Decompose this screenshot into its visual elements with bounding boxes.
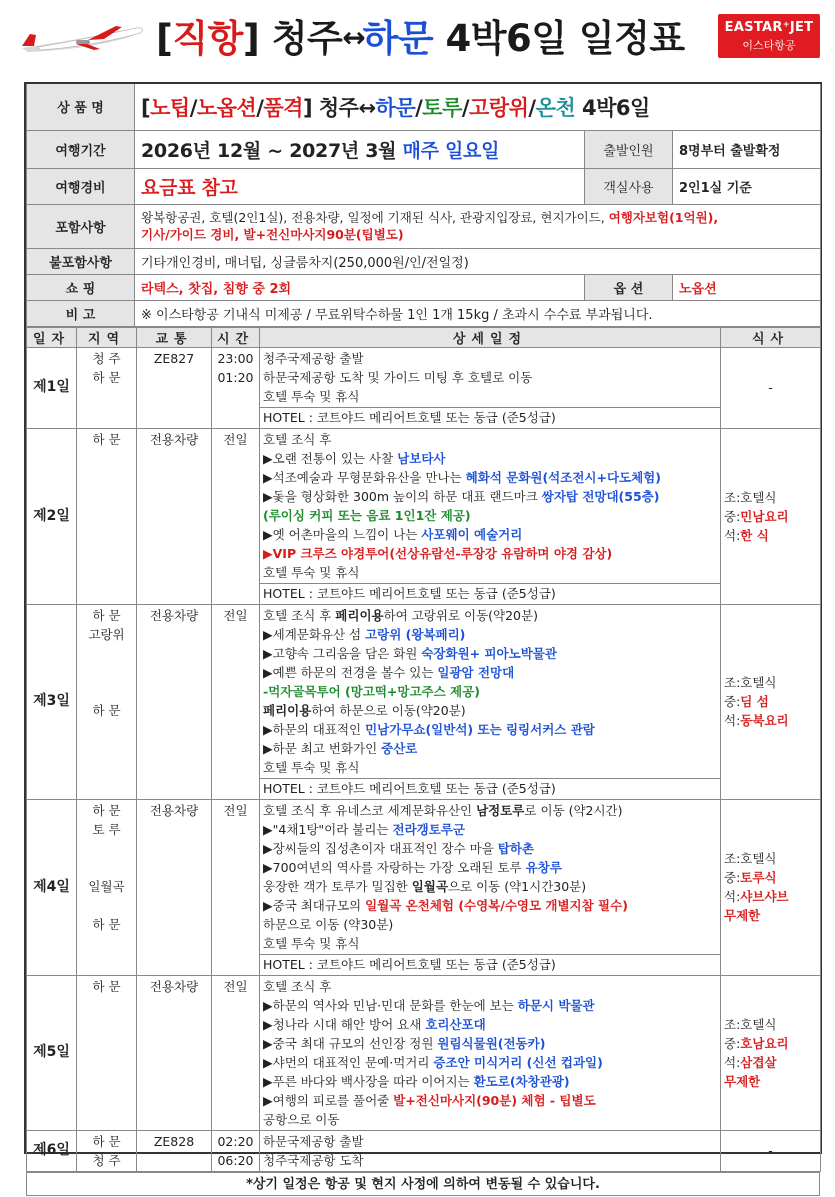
time-cell	[212, 428, 260, 604]
text-segment: 으로 이동 (약1시간30분)	[447, 878, 587, 894]
region-name: 하 문	[92, 431, 121, 447]
schedule-line	[263, 820, 717, 839]
text-segment: 무제한	[724, 908, 761, 923]
region-name	[80, 858, 133, 877]
text-segment: 샤브샤브	[740, 889, 789, 904]
exclude-label: 불포함사항	[27, 248, 135, 274]
text-segment: 토루식	[740, 870, 777, 885]
schedule-line	[263, 682, 717, 701]
time-cell	[212, 975, 260, 1130]
text-segment: 중:	[724, 1035, 741, 1051]
text-segment: ▶중국 최대규모의	[263, 897, 366, 913]
text-segment: ▶예쁜 하문의 전경을 볼수 있는	[263, 664, 438, 680]
schedule-line	[263, 368, 717, 387]
text-segment: 석:	[724, 889, 741, 904]
region-cell	[77, 1130, 137, 1171]
transport-cell: 전용차량	[137, 975, 212, 1130]
schedule-line	[263, 915, 717, 934]
text-segment: 쌍자탑 전망대(55층)	[541, 488, 660, 504]
region-name: 하 문	[92, 978, 121, 994]
period-highlight: 매주 일요일	[402, 139, 500, 162]
product-label: 상 품 명	[27, 84, 135, 130]
text-segment: ▶700여년의 역사를 자랑하는 가장 오래된 토루	[263, 859, 526, 875]
logo-line2: 이스타항공	[742, 39, 796, 52]
region-name: 토 루	[92, 821, 121, 837]
text-segment: ▶"4채1탕"이라 불리는	[263, 821, 393, 837]
text-segment: -먹자골목투어 (망고떡+망고주스 제공)	[263, 683, 480, 699]
detail-cell	[260, 604, 721, 799]
meal-line	[724, 887, 817, 906]
meal-line	[724, 1072, 817, 1091]
text-segment: 호텔 투숙 및 휴식	[263, 935, 360, 951]
hotel-line: HOTEL : 코트야드 메리어트호텔 또는 동급 (준5성급)	[260, 407, 720, 427]
text-segment: 전라갱토루군	[392, 821, 465, 837]
text-segment: 혜화석 문화원(석조전시+다도체험)	[465, 469, 661, 485]
meal-line	[724, 526, 817, 545]
region-name: 하 문	[92, 607, 121, 623]
schedule-line	[263, 644, 717, 663]
day-label: 제1일	[27, 347, 77, 428]
text-segment: 페리이용	[335, 607, 384, 623]
product-name-part: 하문	[375, 95, 416, 120]
meal-cell	[721, 347, 821, 428]
region-name: 고랑위	[88, 626, 125, 642]
meal-line	[724, 378, 817, 397]
text-segment: ▶고향속 그리움을 담은 화원	[263, 645, 422, 661]
page-header	[0, 0, 835, 72]
product-name-part: 노옵션	[196, 95, 257, 120]
product-name-part: /	[528, 95, 536, 120]
text-segment: 남정토루	[476, 802, 525, 818]
detail-cell	[260, 1130, 721, 1171]
day-label: 제4일	[27, 799, 77, 975]
text-segment: ▶하문의 대표적인	[263, 721, 366, 737]
region-cell	[77, 347, 137, 428]
title-from: 청주	[271, 17, 343, 60]
meal-cell	[721, 799, 821, 975]
transport-cell: 전용차량	[137, 604, 212, 799]
text-segment: ▶하문 최고 번화가인	[263, 740, 382, 756]
text-segment: 석:	[724, 1054, 741, 1070]
schedule-line	[263, 934, 717, 953]
schedule-line	[263, 449, 717, 468]
schedule-row	[27, 975, 821, 1130]
schedule-line	[263, 468, 717, 487]
text-segment: 딤 섬	[740, 694, 769, 709]
schedule-line	[263, 544, 717, 563]
text-segment: 조:호텔식	[724, 851, 777, 866]
include-text: 왕복항공권, 호텔(2인1실), 전용차량, 일정에 기재된 식사, 관광지입장료, 현지가이드,	[141, 210, 609, 225]
region-name	[80, 644, 133, 663]
text-segment: 일월곡 온천체험 (수영복/수영모 개별지참 필수)	[365, 897, 628, 913]
product-name-part: 고랑위	[469, 95, 529, 120]
time-value: 전일	[223, 802, 248, 818]
note-value: ※ 이스타항공 기내식 미제공 / 무료위탁수하물 1인 1개 15kg / 초과시 수수료 부과됩니다.	[135, 300, 821, 326]
logo-line1: EASTAR⁺JET	[724, 20, 814, 35]
time-value: 02:20	[217, 1133, 254, 1149]
region-name: 하 문	[92, 1133, 121, 1149]
meal-line	[724, 711, 817, 730]
text-segment: 호남요리	[740, 1035, 789, 1051]
text-segment: 하문국제공항 출발	[263, 1133, 364, 1149]
schedule-table	[26, 327, 821, 1172]
text-segment: 하문국제공항 도착 및 가이드 미팅 후 호텔로 이동	[263, 369, 533, 385]
detail-cell	[260, 975, 721, 1130]
day-label: 제2일	[27, 428, 77, 604]
text-segment: 중:	[724, 508, 741, 524]
region-name: 하 문	[92, 802, 121, 818]
page-title	[156, 8, 685, 62]
cost-label: 여행경비	[27, 168, 135, 204]
meal-line	[724, 1015, 817, 1034]
product-name-part: /	[461, 95, 470, 120]
schedule-row	[27, 799, 821, 975]
product-name-part: /	[189, 95, 197, 120]
schedule-line	[263, 1110, 717, 1129]
schedule-line	[263, 1053, 717, 1072]
region-name: 하 문	[92, 916, 121, 932]
text-segment: 일월곡	[411, 878, 448, 894]
text-segment: 중:	[724, 694, 741, 709]
schedule-line	[263, 1015, 717, 1034]
period-cell	[135, 130, 585, 168]
region-cell	[77, 799, 137, 975]
exclude-value: 기타개인경비, 매너팁, 싱글룸차지(250,000원/인/전일정)	[135, 248, 821, 274]
region-name	[80, 663, 133, 682]
text-segment: 하여 하문으로 이동(약20분)	[311, 702, 466, 718]
footer-note: *상기 일정은 항공 및 현지 사정에 의하여 변동될 수 있습니다.	[26, 1172, 820, 1196]
schedule-line	[263, 606, 717, 625]
hotel-line: HOTEL : 코트야드 메리어트호텔 또는 동급 (준5성급)	[260, 778, 720, 798]
region-name	[80, 896, 133, 915]
text-segment: 사포웨이 예술거리	[421, 526, 523, 542]
time-value: 23:00	[217, 350, 254, 366]
note-label: 비 고	[27, 300, 135, 326]
schedule-line	[263, 858, 717, 877]
detail-cell	[260, 799, 721, 975]
meal-line	[724, 507, 817, 526]
text-segment: 하여 고랑위로 이동(약20분)	[383, 607, 538, 623]
region-name: 청 주	[92, 350, 121, 366]
time-value: 01:20	[217, 369, 254, 385]
text-segment: 호텔 조식 후	[263, 978, 332, 994]
schedule-line	[263, 1034, 717, 1053]
schedule-line	[263, 563, 717, 582]
text-segment: 고랑위 (왕복페리)	[365, 626, 466, 642]
itinerary-sheet	[24, 82, 822, 1192]
day-label: 제6일	[27, 1130, 77, 1171]
include-value	[135, 204, 821, 248]
product-name-part: 품격	[263, 95, 303, 120]
meal-line	[724, 906, 817, 925]
text-segment: ▶세계문화유산 섬	[263, 626, 366, 642]
text-segment: 일광암 전망대	[437, 664, 515, 680]
text-segment: 공항으로 이동	[263, 1111, 340, 1127]
schedule-line	[263, 739, 717, 758]
text-segment: 남보타사	[397, 450, 446, 466]
meal-cell	[721, 604, 821, 799]
schedule-line	[263, 758, 717, 777]
region-cell	[77, 428, 137, 604]
transport-cell: 전용차량	[137, 428, 212, 604]
time-value: 전일	[223, 978, 248, 994]
text-segment: 한 식	[740, 527, 769, 543]
meal-line	[724, 868, 817, 887]
col-day: 일자	[27, 327, 77, 347]
meal-line	[724, 692, 817, 711]
text-segment: 무제한	[724, 1073, 761, 1089]
schedule-row	[27, 428, 821, 604]
text-segment: 민남가무쇼(일반석) 또는 링링서커스 관람	[365, 721, 595, 737]
text-segment: 조:호텔식	[724, 489, 777, 505]
text-segment: ▶하문의 역사와 민남·민대 문화를 한눈에 보는	[263, 997, 518, 1013]
option-value: 노옵션	[673, 274, 821, 300]
text-segment: 조:호텔식	[724, 675, 777, 690]
text-segment: 호리산포대	[425, 1016, 486, 1032]
detail-cell	[260, 347, 721, 428]
text-segment: 청주국제공항 출발	[263, 350, 364, 366]
text-segment: 하문으로 이동 (약30분)	[263, 916, 394, 932]
region-cell	[77, 975, 137, 1130]
schedule-line	[263, 1132, 717, 1151]
title-to: 하문	[362, 17, 434, 60]
text-segment: 원림식물원(전동카)	[437, 1035, 546, 1051]
schedule-line	[263, 506, 717, 525]
time-value: 전일	[223, 607, 248, 623]
hotel-line: HOTEL : 코트야드 메리어트호텔 또는 동급 (준5성급)	[260, 583, 720, 603]
meal-line	[724, 488, 817, 507]
text-segment: 유창루	[525, 859, 562, 875]
depart-value: 8명부터 출발확정	[673, 130, 821, 168]
meal-cell	[721, 1130, 821, 1171]
schedule-line	[263, 663, 717, 682]
schedule-line	[263, 625, 717, 644]
meal-cell	[721, 428, 821, 604]
shopping-label: 쇼 핑	[27, 274, 135, 300]
product-name	[135, 84, 821, 130]
schedule-line	[263, 977, 717, 996]
region-name: 하 문	[92, 369, 121, 385]
text-segment: 숙장화원+ 피아노박물관	[421, 645, 557, 661]
schedule-line	[263, 996, 717, 1015]
title-rest: 4박6일 일정표	[433, 17, 685, 60]
text-segment: 로 이동 (약2시간)	[524, 802, 623, 818]
text-segment: 중산로	[381, 740, 418, 756]
schedule-line	[263, 839, 717, 858]
meal-line	[724, 1053, 817, 1072]
shopping-value: 라텍스, 찻집, 침향 중 2회	[135, 274, 585, 300]
schedule-line	[263, 1091, 717, 1110]
schedule-row	[27, 1130, 821, 1171]
transport-cell: ZE827	[137, 347, 212, 428]
time-cell	[212, 1130, 260, 1171]
time-cell	[212, 799, 260, 975]
schedule-line	[263, 896, 717, 915]
schedule-line	[263, 720, 717, 739]
region-name	[80, 682, 133, 701]
text-segment: 석:	[724, 527, 741, 543]
text-segment: ▶돛을 형상화한 300m 높이의 하문 대표 랜드마크	[263, 488, 542, 504]
text-segment: 호텔 투숙 및 휴식	[263, 759, 360, 775]
text-segment: ▶샤먼의 대표적인 문예·먹거리	[263, 1054, 434, 1070]
text-segment: 하문시 박물관	[517, 997, 595, 1013]
room-value: 2인1실 기준	[673, 168, 821, 204]
option-label: 옵 션	[585, 274, 673, 300]
col-transport: 교통	[137, 327, 212, 347]
text-segment: 호텔 투숙 및 휴식	[263, 564, 360, 580]
text-segment: ▶푸른 바다와 백사장을 따라 이어지는	[263, 1073, 474, 1089]
period-value: 2026년 12월 ~ 2027년 3월	[141, 139, 403, 162]
hotel-line: HOTEL : 코트야드 메리어트호텔 또는 동급 (준5성급)	[260, 954, 720, 974]
eastarjet-logo	[718, 14, 820, 58]
text-segment: 동북요리	[740, 713, 789, 728]
meal-line	[724, 1141, 817, 1160]
col-region: 지역	[77, 327, 137, 347]
transport-cell: ZE828	[137, 1130, 212, 1171]
text-segment: ▶여행의 피로를 풀어줄	[263, 1092, 394, 1108]
title-bracket-open: [	[156, 17, 173, 60]
schedule-line	[263, 1151, 717, 1170]
meal-line	[724, 1034, 817, 1053]
text-segment: 호텔 조식 후	[263, 431, 332, 447]
text-segment: 중:	[724, 870, 741, 885]
text-segment: (루이싱 커피 또는 음료 1인1잔 제공)	[263, 507, 471, 523]
product-name-part: /	[415, 95, 423, 120]
product-name-part: [	[141, 95, 151, 120]
title-bracket-close: ]	[242, 17, 272, 60]
transport-cell: 전용차량	[137, 799, 212, 975]
time-value: 06:20	[217, 1152, 254, 1168]
schedule-line	[263, 387, 717, 406]
schedule-line	[263, 487, 717, 506]
text-segment: 민남요리	[740, 508, 789, 524]
text-segment: ▶	[263, 545, 273, 561]
text-segment: ▶석조예술과 무형문화유산을 만나는	[263, 469, 466, 485]
text-segment: 호텔 조식 후	[263, 607, 336, 623]
text-segment: ▶중국 최대 규모의 선인장 정원	[263, 1035, 438, 1051]
day-label: 제3일	[27, 604, 77, 799]
product-name-part: 토루	[422, 95, 462, 120]
text-segment: -	[768, 380, 773, 395]
region-name: 청 주	[92, 1152, 121, 1168]
include-red1: 여행자보험(1억원),	[608, 210, 719, 225]
text-segment: 환도로(차창관광)	[473, 1073, 570, 1089]
schedule-line	[263, 701, 717, 720]
time-cell	[212, 604, 260, 799]
col-time: 시간	[212, 327, 260, 347]
schedule-line	[263, 525, 717, 544]
include-red2: 기사/가이드 경비, 발+전신마사지90분(팁별도)	[141, 227, 404, 242]
text-segment: 호텔 투숙 및 휴식	[263, 388, 360, 404]
schedule-line	[263, 1072, 717, 1091]
schedule-line	[263, 349, 717, 368]
text-segment: -	[768, 1143, 773, 1158]
text-segment: 청주국제공항 도착	[263, 1152, 364, 1168]
meal-cell	[721, 975, 821, 1130]
text-segment: ▶옛 어촌마을의 느낌이 나는	[263, 526, 422, 542]
room-label: 객실사용	[585, 168, 673, 204]
text-segment: 탑하촌	[497, 840, 534, 856]
text-segment: ▶청나라 시대 해안 방어 요새	[263, 1016, 426, 1032]
text-segment: 석:	[724, 713, 741, 728]
product-name-part: /	[256, 95, 264, 120]
text-segment: 증조안 미식거리 (신선 컵과일)	[433, 1054, 603, 1070]
title-direct: 직항	[172, 17, 243, 60]
region-cell	[77, 604, 137, 799]
product-name-part: 4박6일	[575, 95, 650, 120]
airplane-icon	[18, 22, 146, 56]
product-name-part: ] 청주↔	[302, 95, 376, 120]
text-segment: ▶장씨들의 집성촌이자 대표적인 장수 마을	[263, 840, 498, 856]
title-arrow: ↔	[342, 21, 363, 54]
text-segment: ▶오랜 전통이 있는 사찰	[263, 450, 398, 466]
depart-label: 출발인원	[585, 130, 673, 168]
text-segment: 호텔 조식 후 유네스코 세계문화유산인	[263, 802, 477, 818]
region-name	[80, 839, 133, 858]
period-label: 여행기간	[27, 130, 135, 168]
text-segment: 조:호텔식	[724, 1016, 777, 1032]
text-segment: VIP 크루즈 야경투어	[272, 545, 390, 561]
schedule-line	[263, 801, 717, 820]
time-cell	[212, 347, 260, 428]
schedule-row	[27, 604, 821, 799]
text-segment: (선상유람선-루장강 유람하며 야경 감상)	[389, 545, 613, 561]
detail-cell	[260, 428, 721, 604]
schedule-line	[263, 430, 717, 449]
product-name-part: 온천	[535, 95, 576, 120]
text-segment: 발+전신마사지(90분) 체험 - 팁별도	[393, 1092, 596, 1108]
meal-line	[724, 673, 817, 692]
cost-cell	[135, 168, 585, 204]
time-value: 전일	[223, 431, 248, 447]
col-meal: 식사	[721, 327, 821, 347]
schedule-line	[263, 877, 717, 896]
meal-line	[724, 849, 817, 868]
info-table	[26, 84, 821, 327]
schedule-row	[27, 347, 821, 428]
product-name-part: 노팁	[150, 95, 190, 120]
text-segment: 페리이용	[263, 702, 312, 718]
include-label: 포함사항	[27, 204, 135, 248]
text-segment: 삼겹살	[740, 1054, 777, 1070]
region-name: 하 문	[92, 702, 121, 718]
text-segment: 웅장한 객가 토루가 밀집한	[263, 878, 412, 894]
cost-value: 요금표 참고	[141, 176, 238, 199]
day-label: 제5일	[27, 975, 77, 1130]
region-name: 일월곡	[88, 878, 125, 894]
col-detail: 상세일정	[260, 327, 721, 347]
